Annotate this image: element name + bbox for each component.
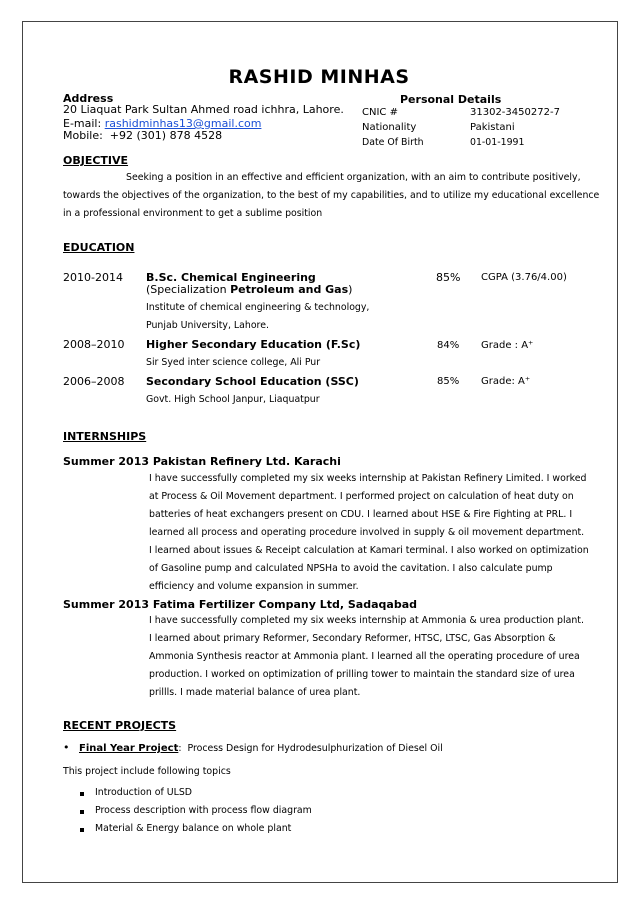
education-percent: 85% [436,271,461,284]
project-intro: This project include following topics [63,766,231,777]
final-year-project-title: Process Design for Hydrodesulphurization of Diesel Oil [187,743,443,754]
education-institute-line-2: Punjab University, Lahore. [146,320,269,331]
objective-heading: OBJECTIVE [63,154,129,167]
address-heading: Address [63,92,114,105]
email-label: E-mail: [63,117,102,130]
project-topic: Process description with process flow diagram [95,805,312,816]
final-year-project-label: Final Year Project [79,743,179,754]
cnic-value: 31302-3450272-7 [470,107,560,118]
personal-details-heading: Personal Details [400,93,502,106]
project-topic: Material & Energy balance on whole plant [95,823,292,834]
education-institute: Institute of chemical engineering & technology, [146,302,370,313]
education-degree: Secondary School Education (SSC) [146,375,359,388]
internship-title: Summer 2013 Pakistan Refinery Ltd. Karachi [63,455,341,468]
nationality-value: Pakistani [470,122,515,133]
specialization-suffix: ) [348,283,353,296]
candidate-name: RASHID MINHAS [228,66,410,88]
square-bullet-icon [80,810,84,814]
education-institute: Govt. High School Janpur, Liaquatpur [146,394,320,405]
internship-title: Summer 2013 Fatima Fertilizer Company Ltd, Sadaqabad [63,598,417,611]
internship-line: of Gasoline pump and calculated NPSHa to avoid the cavitation. I also calculate pump [149,563,553,574]
nationality-label: Nationality [362,122,417,133]
internship-line: learned all process and operating procedure involved in supply & oil movement department. [149,527,585,538]
education-years: 2010-2014 [63,271,123,284]
education-grade: Grade : A⁺ [481,340,534,351]
objective-text-line-1: Seeking a position in an effective and efficient organization, with an aim to contribute positively, [126,172,581,183]
objective-text-line-2: towards the objectives of the organization, to the best of my capabilities, and to utilize my educational excellence [63,190,600,201]
education-grade: CGPA (3.76/4.00) [481,272,567,283]
objective-text-line-3: in a professional environment to get a sublime position [63,208,323,219]
education-years: 2006–2008 [63,375,125,388]
dob-label: Date Of Birth [362,137,424,148]
address-line: 20 Liaquat Park Sultan Ahmed road ichhra, Lahore. [63,103,344,116]
internship-line: prillls. I made material balance of urea plant. [149,687,361,698]
internship-line: Ammonia Synthesis reactor at Ammonia plant. I learned all the operating procedure of urea [149,651,580,662]
internship-line: at Process & Oil Movement department. I performed project on calculation of heat duty on [149,491,574,502]
education-heading: EDUCATION [63,241,135,254]
education-degree: Higher Secondary Education (F.Sc) [146,338,361,351]
internship-line: I have successfully completed my six weeks internship at Pakistan Refinery Limited. I worked [149,473,587,484]
final-year-project-colon: : [178,743,182,754]
mobile-row [63,129,222,142]
internship-line: production. I worked on optimization of prilling tower to maintain the standard size of urea [149,669,575,680]
mobile-label: Mobile: [63,129,103,142]
education-percent: 84% [437,340,460,351]
education-specialization [146,283,352,296]
education-institute: Sir Syed inter science college, Ali Pur [146,357,321,368]
internship-description [149,612,601,702]
square-bullet-icon [80,828,84,832]
internship-line: I learned about issues & Receipt calculation at Kamari terminal. I also worked on optimization [149,545,589,556]
dob-value: 01-01-1991 [470,137,525,148]
recent-projects-heading: RECENT PROJECTS [63,719,177,732]
education-years: 2008–2010 [63,338,125,351]
square-bullet-icon [80,792,84,796]
specialization-prefix: (Specialization [146,283,231,296]
cnic-label: CNIC # [362,107,398,118]
education-grade: Grade: A⁺ [481,376,531,387]
internship-line: I have successfully completed my six weeks internship at Ammonia & urea production plant. [149,615,584,626]
internships-heading: INTERNSHIPS [63,430,147,443]
project-topic: Introduction of ULSD [95,787,193,798]
specialization-name: Petroleum and Gas [230,283,349,296]
education-degree: B.Sc. Chemical Engineering [146,271,316,284]
internship-line: I learned about primary Reformer, Secondary Reformer, HTSC, LTSC, Gas Absorption & [149,633,556,644]
internship-line: efficiency and volume expansion in summer. [149,581,359,592]
email-link[interactable]: rashidminhas13@gmail.com [104,117,262,130]
internship-description [149,470,601,596]
mobile-number: +92 (301) 878 4528 [109,129,223,142]
final-year-project [79,743,443,754]
bullet-dot-icon: • [63,741,70,754]
education-percent: 85% [437,376,460,387]
internship-line: batteries of heat exchangers present on CDU. I learned about HSE & Fire Fighting at PRL. I [149,509,573,520]
